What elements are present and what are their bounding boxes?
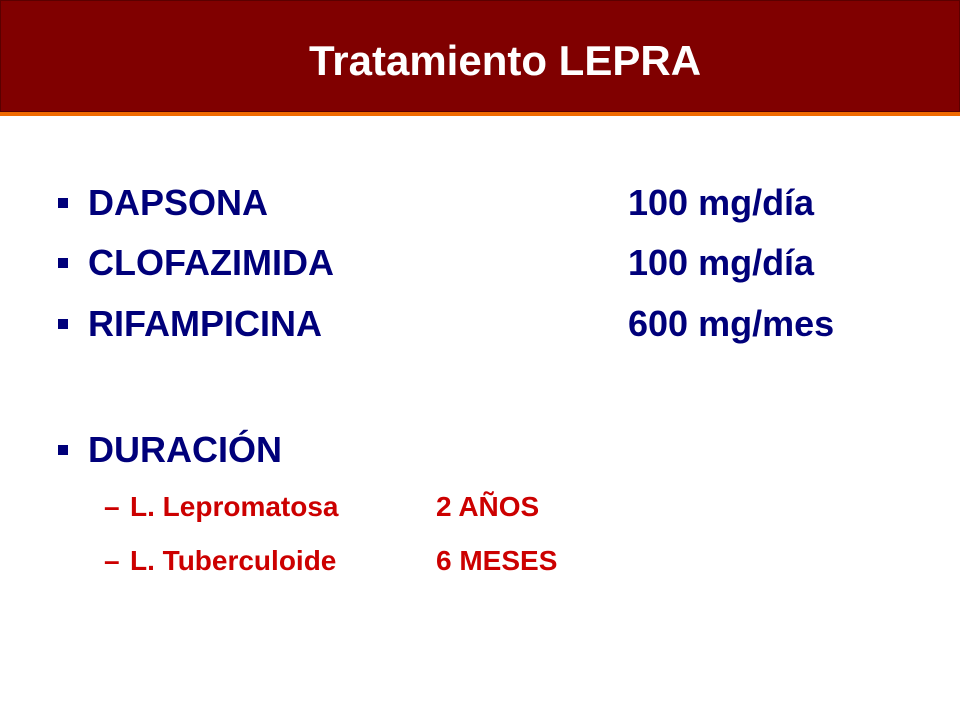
treatment-item-rifampicina (52, 302, 952, 346)
drug-dose: 100 mg/día (628, 242, 815, 283)
dash-bullet: – (104, 545, 120, 576)
treatment-item-dapsona (52, 181, 952, 225)
square-bullet-icon (58, 319, 68, 329)
leprosy-type: L. Lepromatosa (130, 491, 339, 522)
square-bullet-icon (58, 445, 68, 455)
square-bullet-icon (58, 198, 68, 208)
dash-bullet: – (104, 491, 120, 522)
drug-dose: 600 mg/mes (628, 303, 835, 344)
drug-name: CLOFAZIMIDA (88, 242, 334, 283)
duration-item-tuberculoide (104, 543, 804, 579)
duration-label: DURACIÓN (88, 429, 282, 470)
duration-heading (52, 428, 952, 472)
drug-name: RIFAMPICINA (88, 303, 322, 344)
duration-item-lepromatosa (104, 489, 804, 525)
treatment-duration: 6 MESES (436, 545, 558, 576)
leprosy-type: L. Tuberculoide (130, 545, 337, 576)
title-underline (0, 112, 960, 116)
square-bullet-icon (58, 258, 68, 268)
drug-dose: 100 mg/día (628, 182, 815, 223)
drug-name: DAPSONA (88, 182, 269, 223)
treatment-item-clofazimida (52, 241, 952, 285)
slide-title: Tratamiento LEPRA (308, 37, 702, 84)
treatment-duration: 2 AÑOS (436, 491, 540, 522)
